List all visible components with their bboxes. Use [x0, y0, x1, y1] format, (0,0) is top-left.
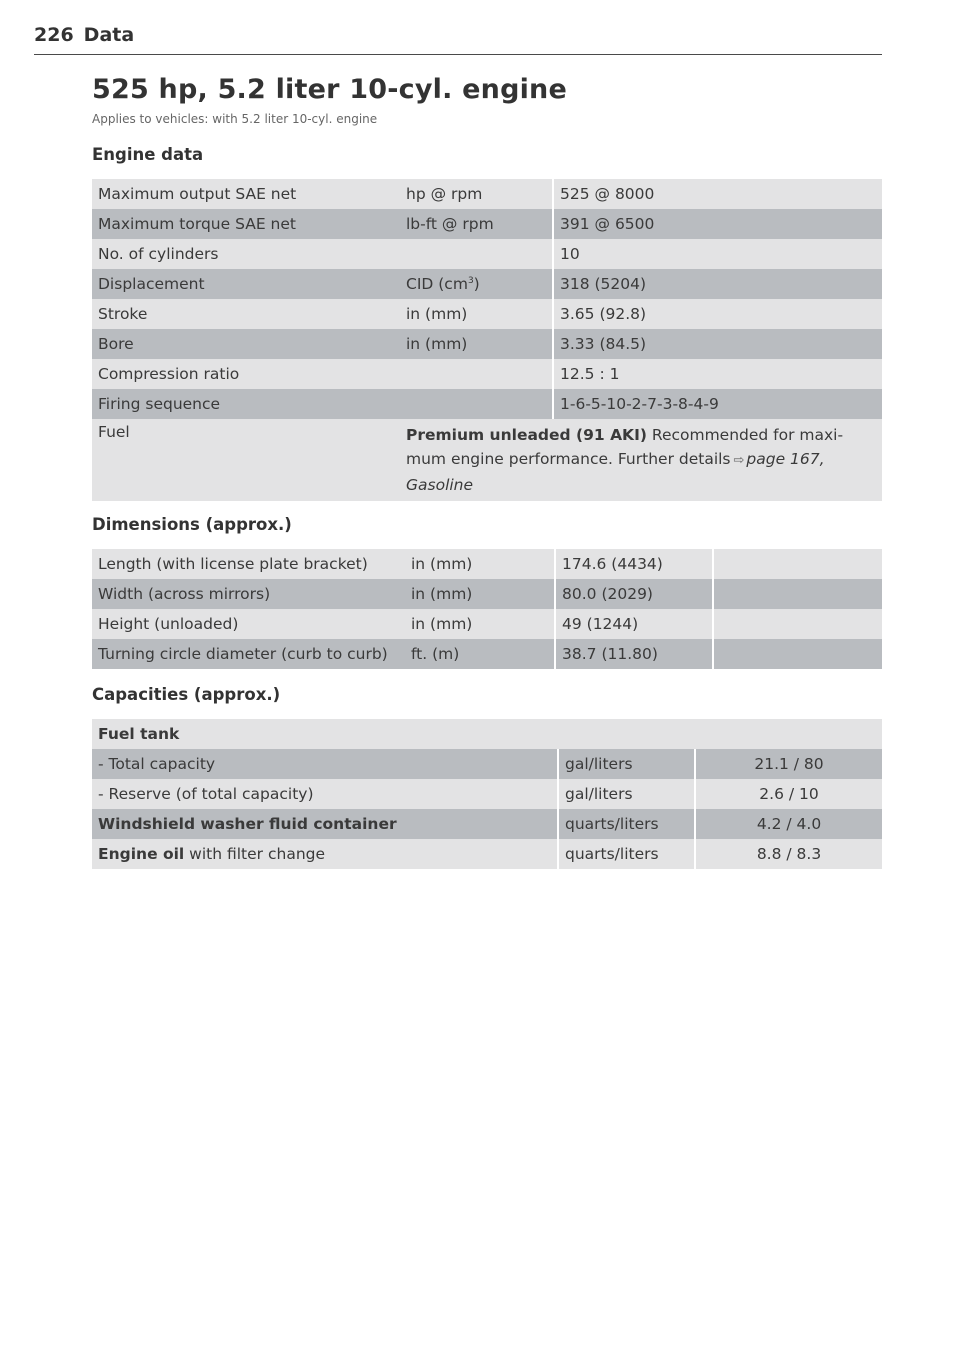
row-unit: lb-ft @ rpm: [400, 209, 553, 239]
row-unit: in (mm): [405, 609, 555, 639]
row-unit: [400, 359, 553, 389]
table-row: [92, 609, 882, 639]
row-unit: in (mm): [405, 549, 555, 579]
row-value: 4.2 / 4.0: [695, 809, 882, 839]
row-label: Width (across mirrors): [92, 579, 405, 609]
row-value: 174.6 (4434): [555, 549, 713, 579]
row-label: Maximum torque SAE net: [92, 209, 400, 239]
row-label: Windshield washer fluid container: [92, 809, 558, 839]
row-label: Firing sequence: [92, 389, 400, 419]
row-empty: [713, 609, 882, 639]
table-row: [92, 639, 882, 669]
row-label: Compression ratio: [92, 359, 400, 389]
row-value: 49 (1244): [555, 609, 713, 639]
row-label: Length (with license plate bracket): [92, 549, 405, 579]
row-unit: gal/liters: [558, 749, 695, 779]
row-label: Maximum output SAE net: [92, 179, 400, 209]
unit-suffix: ): [473, 275, 480, 293]
row-value: 525 @ 8000: [553, 179, 882, 209]
row-unit: ft. (m): [405, 639, 555, 669]
row-value: 391 @ 6500: [553, 209, 882, 239]
row-value: 3.65 (92.8): [553, 299, 882, 329]
fuel-type: Premium unleaded (91 AKI): [406, 426, 647, 444]
applies-to-note: Applies to vehicles: with 5.2 liter 10-cyl. engine: [92, 112, 378, 126]
row-unit: [400, 239, 553, 269]
row-unit: in (mm): [400, 299, 553, 329]
row-label-bold: Engine oil: [98, 845, 185, 863]
page-title: 525 hp, 5.2 liter 10-cyl. engine: [92, 74, 567, 105]
row-empty: [713, 549, 882, 579]
row-label: - Reserve (of total capacity): [92, 779, 558, 809]
row-unit: in (mm): [405, 579, 555, 609]
table-row: [92, 779, 882, 809]
table-row: [92, 749, 882, 779]
table-row: [92, 329, 882, 359]
table-row: [92, 179, 882, 209]
fuel-note: Recommended for maxi-mum engine performance. Further details: [406, 426, 844, 468]
row-value: 21.1 / 80: [695, 749, 882, 779]
row-empty: [713, 579, 882, 609]
row-unit: in (mm): [400, 329, 553, 359]
row-label: Turning circle diameter (curb to curb): [92, 639, 405, 669]
row-value: 10: [553, 239, 882, 269]
table-row: [92, 579, 882, 609]
table-row: [92, 299, 882, 329]
row-value: 8.8 / 8.3: [695, 839, 882, 869]
dimensions-table: [92, 549, 882, 669]
engine-data-heading: Engine data: [92, 145, 204, 164]
table-row: [92, 839, 882, 869]
unit-prefix: CID (cm: [406, 275, 468, 293]
row-label: - Total capacity: [92, 749, 558, 779]
page-number: 226: [34, 24, 74, 46]
row-value: 2.6 / 10: [695, 779, 882, 809]
row-value: 1-6-5-10-2-7-3-8-4-9: [553, 389, 882, 419]
engine-data-table: [92, 179, 882, 501]
row-value: 12.5 : 1: [553, 359, 882, 389]
row-value: 318 (5204): [553, 269, 882, 299]
row-label: Stroke: [92, 299, 400, 329]
table-row: [92, 549, 882, 579]
table-row: [92, 239, 882, 269]
row-unit: quarts/liters: [558, 809, 695, 839]
table-row: [92, 269, 882, 299]
row-label: Height (unloaded): [92, 609, 405, 639]
table-row: [92, 209, 882, 239]
table-row: [92, 809, 882, 839]
arrow-right-icon: ⇨: [733, 453, 745, 468]
capacities-table: [92, 719, 882, 869]
row-value: 38.7 (11.80): [555, 639, 713, 669]
row-label: No. of cylinders: [92, 239, 400, 269]
fuel-tank-heading: Fuel tank: [92, 719, 882, 749]
row-label: [92, 839, 558, 869]
row-label-rest: with filter change: [184, 845, 326, 863]
table-row: [92, 389, 882, 419]
row-empty: [713, 639, 882, 669]
page-reference-link[interactable]: page 167, Gasoline: [406, 450, 825, 494]
running-header: [34, 24, 882, 55]
row-unit: [400, 389, 553, 419]
row-label: Displacement: [92, 269, 400, 299]
row-unit: quarts/liters: [558, 839, 695, 869]
unit-superscript: 3: [467, 276, 474, 286]
fuel-description: [400, 419, 882, 501]
row-label: Fuel: [92, 419, 400, 501]
capacities-heading: Capacities (approx.): [92, 685, 281, 704]
table-row: [92, 719, 882, 749]
row-value: 80.0 (2029): [555, 579, 713, 609]
table-row: [92, 359, 882, 389]
dimensions-heading: Dimensions (approx.): [92, 515, 292, 534]
row-unit: [400, 269, 553, 299]
section-name: Data: [83, 24, 135, 46]
row-value: 3.33 (84.5): [553, 329, 882, 359]
row-label: Bore: [92, 329, 400, 359]
row-unit: hp @ rpm: [400, 179, 553, 209]
row-unit: gal/liters: [558, 779, 695, 809]
fuel-row: [92, 419, 882, 501]
